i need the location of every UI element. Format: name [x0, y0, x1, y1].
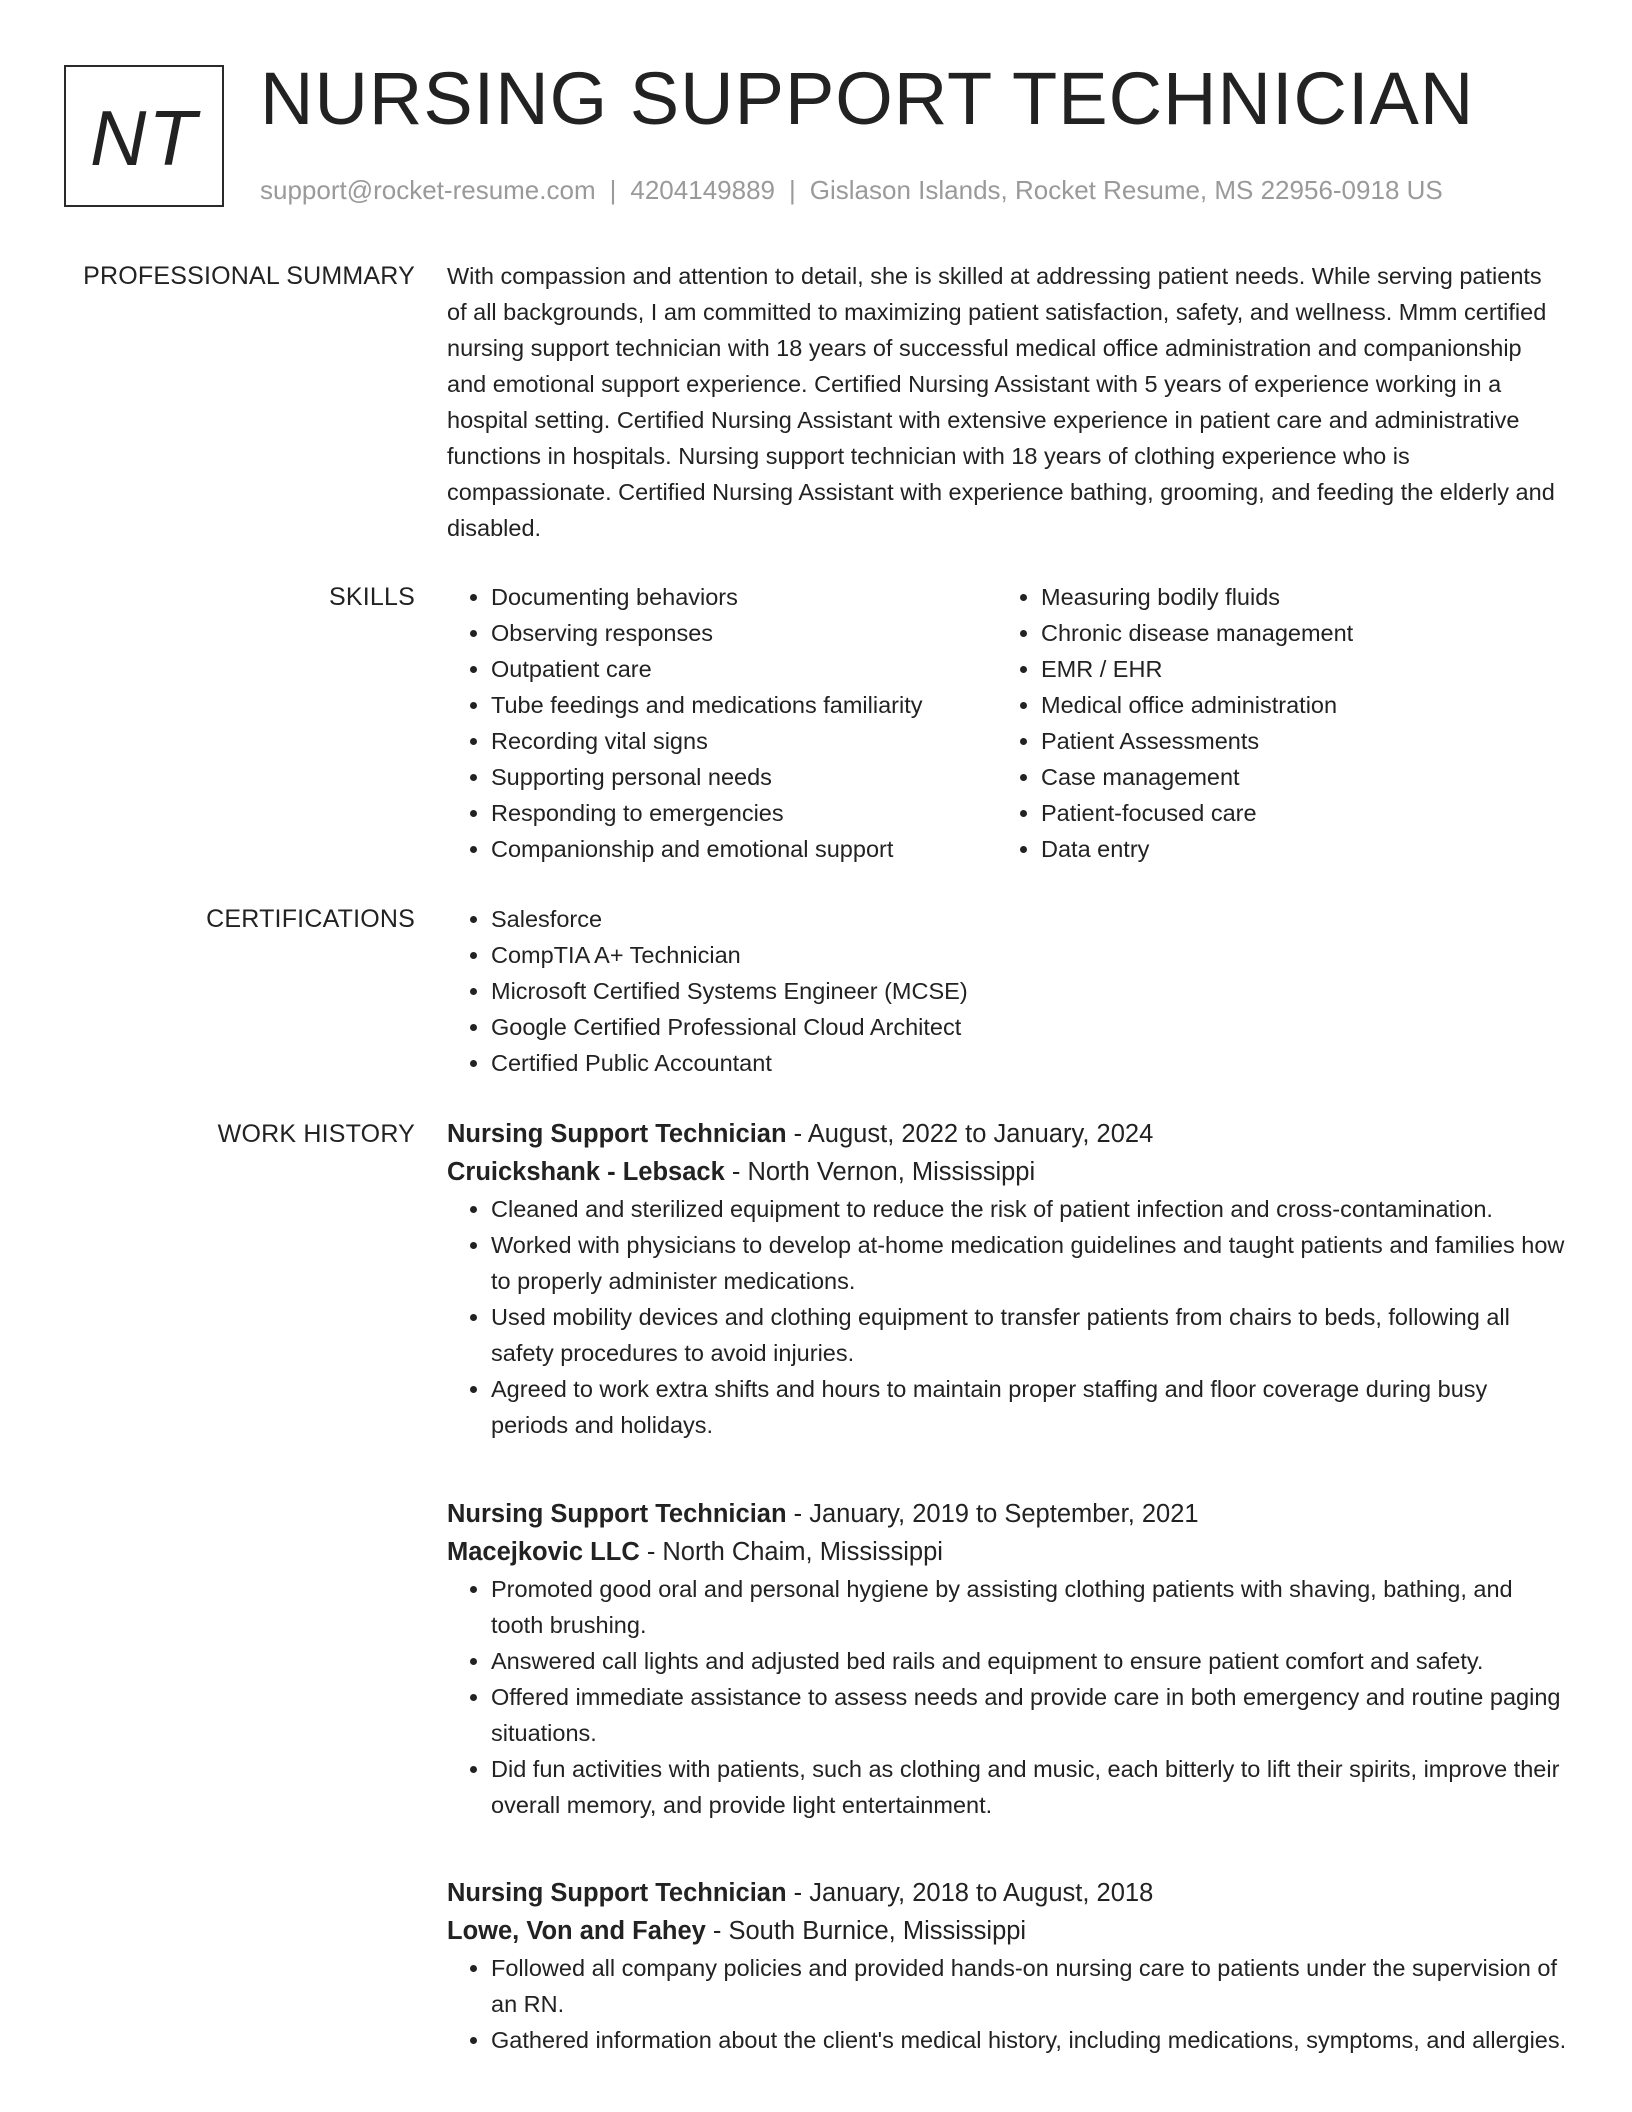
- job-location: - South Burnice, Mississippi: [705, 1917, 1027, 1945]
- job-title: Nursing Support Technician: [447, 1120, 787, 1148]
- job-duties-list: [447, 1950, 1567, 2058]
- skills-list-right: [997, 579, 1547, 867]
- skill-item: • Patient Assessments: [1041, 723, 1547, 759]
- contact-line: [260, 175, 1443, 206]
- job-title: Nursing Support Technician: [447, 1879, 787, 1907]
- job-company: Cruickshank - Lebsack: [447, 1158, 725, 1186]
- skill-item: • Tube feedings and medications familiarity: [491, 687, 997, 723]
- certification-item: • Google Certified Professional Cloud Architect: [491, 1009, 1567, 1045]
- job-duty-item: • Offered immediate assistance to assess needs and provide care in both emergency and routine paging situations.: [491, 1679, 1567, 1751]
- job-duties-list: [447, 1571, 1567, 1823]
- job-dates: - January, 2019 to September, 2021: [786, 1500, 1199, 1528]
- job-company-line: [447, 1533, 1567, 1571]
- section-label-certifications: CERTIFICATIONS: [206, 905, 415, 933]
- section-label-skills: SKILLS: [329, 583, 415, 611]
- job-location: - North Vernon, Mississippi: [724, 1158, 1036, 1186]
- job-title: Nursing Support Technician: [447, 1500, 787, 1528]
- job-duty-item: • Did fun activities with patients, such as clothing and music, each bitterly to lift their spirits, improve their overall memory, and provide light entertainment.: [491, 1751, 1567, 1823]
- skills-list-left: [447, 579, 997, 867]
- candidate-name: NURSING SUPPORT TECHNICIAN: [260, 57, 1475, 140]
- job-duties-list: [447, 1191, 1567, 1443]
- job-duty-item: • Agreed to work extra shifts and hours to maintain proper staffing and floor coverage during busy periods and holidays.: [491, 1371, 1567, 1443]
- section-label-summary: PROFESSIONAL SUMMARY: [83, 262, 415, 290]
- job-duty-item: • Worked with physicians to develop at-home medication guidelines and taught patients and families how to properly administer medications.: [491, 1227, 1567, 1299]
- skill-item: • EMR / EHR: [1041, 651, 1547, 687]
- contact-address: Gislason Islands, Rocket Resume, MS 22956-0918 US: [809, 175, 1443, 205]
- skill-item: • Patient-focused care: [1041, 795, 1547, 831]
- skill-item: • Companionship and emotional support: [491, 831, 997, 867]
- monogram-box: [64, 65, 224, 207]
- job-company-line: [447, 1912, 1567, 1950]
- certification-item: • Microsoft Certified Systems Engineer (MCSE): [491, 973, 1567, 1009]
- skill-item: • Observing responses: [491, 615, 997, 651]
- job-duty-item: • Cleaned and sterilized equipment to reduce the risk of patient infection and cross-contamination.: [491, 1191, 1567, 1227]
- certification-item: • CompTIA A+ Technician: [491, 937, 1567, 973]
- certifications-list: [447, 901, 1567, 1081]
- job-location: - North Chaim, Mississippi: [639, 1538, 943, 1566]
- skills-content: [447, 579, 1567, 867]
- job-entry: [447, 1115, 1567, 1443]
- job-dates: - August, 2022 to January, 2024: [786, 1120, 1154, 1148]
- summary-text: With compassion and attention to detail, she is skilled at addressing patient needs. While serving patients of all backgrounds, I am committed to maximizing patient satisfaction, safety, and wellness. Mmm certified nursing support technician with 18 years of successful medical office administration and companionship and emotional support experience. Certified Nursing Assistant with 5 years of experience working in a hospital setting. Certified Nursing Assistant with extensive experience in patient care and administrative functions in hospitals. Nursing support technician with 18 years of clothing experience who is compassionate. Certified Nursing Assistant with experience bathing, grooming, and feeding the elderly and disabled.: [447, 263, 1555, 541]
- job-company-line: [447, 1153, 1567, 1191]
- certifications-content: [447, 901, 1567, 1081]
- job-dates: - January, 2018 to August, 2018: [786, 1879, 1154, 1907]
- job-duty-item: • Used mobility devices and clothing equipment to transfer patients from chairs to beds, following all safety procedures to avoid injuries.: [491, 1299, 1567, 1371]
- skill-item: • Recording vital signs: [491, 723, 997, 759]
- job-company: Macejkovic LLC: [447, 1538, 640, 1566]
- contact-separator: |: [609, 175, 617, 205]
- certification-item: • Salesforce: [491, 901, 1567, 937]
- skill-item: • Chronic disease management: [1041, 615, 1547, 651]
- skill-item: • Outpatient care: [491, 651, 997, 687]
- skill-item: • Case management: [1041, 759, 1547, 795]
- skill-item: • Documenting behaviors: [491, 579, 997, 615]
- skill-item: • Data entry: [1041, 831, 1547, 867]
- job-duty-item: • Promoted good oral and personal hygiene by assisting clothing patients with shaving, bathing, and tooth brushing.: [491, 1571, 1567, 1643]
- skill-item: • Measuring bodily fluids: [1041, 579, 1547, 615]
- skill-item: • Responding to emergencies: [491, 795, 997, 831]
- job-title-line: [447, 1874, 1567, 1912]
- job-title-line: [447, 1495, 1567, 1533]
- summary-content: [447, 258, 1567, 546]
- section-label-work-history: WORK HISTORY: [217, 1120, 415, 1148]
- certification-item: • Certified Public Accountant: [491, 1045, 1567, 1081]
- job-entry: [447, 1874, 1567, 2058]
- skill-item: • Supporting personal needs: [491, 759, 997, 795]
- job-company: Lowe, Von and Fahey: [447, 1917, 706, 1945]
- contact-separator: |: [789, 175, 796, 205]
- job-duty-item: • Answered call lights and adjusted bed rails and equipment to ensure patient comfort and safety.: [491, 1643, 1567, 1679]
- job-entry: [447, 1495, 1567, 1823]
- skill-item: • Medical office administration: [1041, 687, 1547, 723]
- job-duty-item: • Followed all company policies and provided hands-on nursing care to patients under the supervision of an RN.: [491, 1950, 1567, 2022]
- contact-phone: 4204149889: [630, 175, 775, 205]
- job-duty-item: • Gathered information about the client's medical history, including medications, symptoms, and allergies.: [491, 2022, 1567, 2058]
- contact-email: support@rocket-resume.com: [260, 175, 596, 205]
- job-title-line: [447, 1115, 1567, 1153]
- monogram-initials: NT: [90, 94, 198, 182]
